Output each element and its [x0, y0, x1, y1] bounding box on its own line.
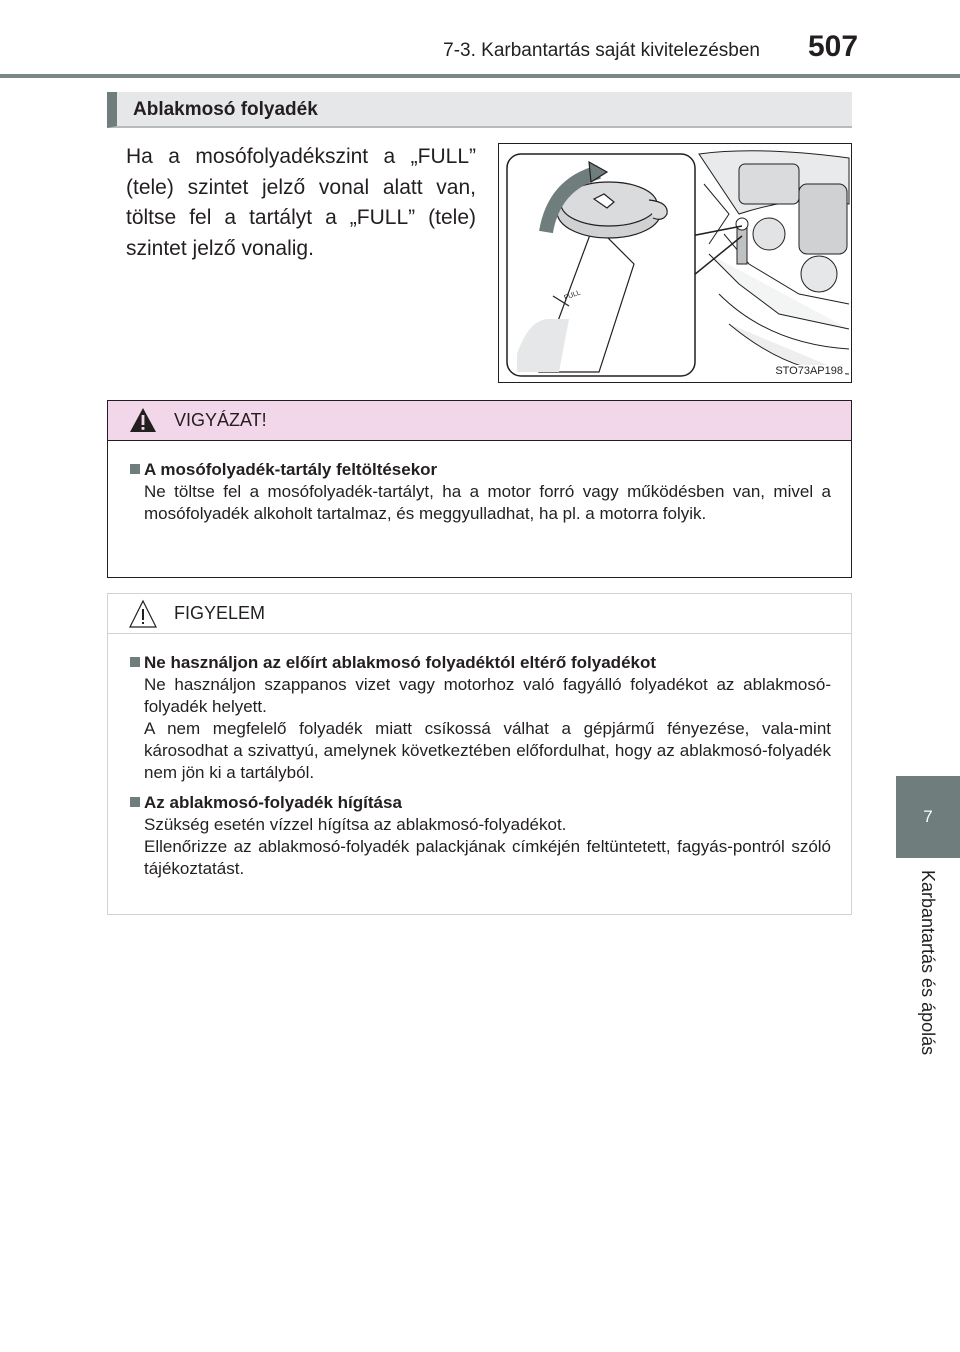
- notice-item-text: Ne használjon szappanos vizet vagy motorhoz való fagyálló folyadékot az ablakmosó-folyadék helyett.: [144, 675, 831, 716]
- header-divider: [0, 74, 960, 78]
- header-section-title: 7-3. Karbantartás saját kivitelezésben: [443, 40, 760, 61]
- section-heading: [107, 92, 852, 128]
- warning-item: [130, 459, 831, 525]
- notice-item-title: Az ablakmosó-folyadék hígítása: [144, 793, 402, 812]
- warning-item-title: A mosófolyadék-tartály feltöltésekor: [144, 460, 438, 479]
- chapter-title: Karbantartás és ápolás: [918, 870, 938, 1056]
- notice-item-title: Ne használjon az előírt ablakmosó folyadéktól eltérő folyadékot: [144, 653, 657, 672]
- bullet-square-icon: [130, 797, 140, 807]
- figure-code: STO73AP198: [775, 365, 843, 377]
- warning-heading: VIGYÁZAT!: [174, 410, 267, 430]
- chapter-tab: [896, 776, 960, 858]
- bullet-square-icon: [130, 657, 140, 667]
- warning-item-text: Ne töltse fel a mosófolyadék-tartályt, ha a motor forró vagy működésben van, mivel a mosófolyadék alkoholt tartalmaz, és meggyulladhat, ha pl. a motorra folyik.: [144, 482, 831, 523]
- warning-header: [108, 401, 851, 441]
- caution-triangle-icon: [128, 599, 158, 629]
- notice-item-text-2: A nem megfelelő folyadék miatt csíkossá válhat a gépjármű fényezése, vala-mint károsodhat a szivattyú, amelynek következtében előfordulhat, hogy az ablakmosó-folyadék nem jön ki a tartályból.: [144, 719, 831, 782]
- full-mark-label: FULL: [563, 289, 582, 302]
- warning-box: [107, 400, 852, 578]
- notice-header: [108, 594, 851, 634]
- washer-reservoir-illustration: [498, 143, 852, 383]
- notice-item-text-2: Ellenőrizze az ablakmosó-folyadék palackjának címkéjén feltüntetett, fagyás-pontról szóló tájékoztatást.: [144, 837, 831, 878]
- illustration-drawing: [499, 144, 852, 383]
- notice-item: [130, 792, 831, 880]
- notice-item-text: Szükség esetén vízzel hígítsa az ablakmosó-folyadékot.: [144, 815, 567, 834]
- notice-item: [130, 652, 831, 784]
- notice-box: [107, 593, 852, 915]
- intro-paragraph: Ha a mosófolyadékszint a „FULL” (tele) szintet jelző vonal alatt van, töltse fel a tartályt a „FULL” (tele) szintet jelző vonalig.: [126, 145, 476, 260]
- chapter-number: 7: [923, 807, 933, 826]
- page-number: 507: [808, 30, 859, 63]
- warning-triangle-icon: [128, 406, 158, 434]
- notice-heading: FIGYELEM: [174, 603, 266, 623]
- bullet-square-icon: [130, 464, 140, 474]
- section-title: Ablakmosó folyadék: [133, 99, 318, 120]
